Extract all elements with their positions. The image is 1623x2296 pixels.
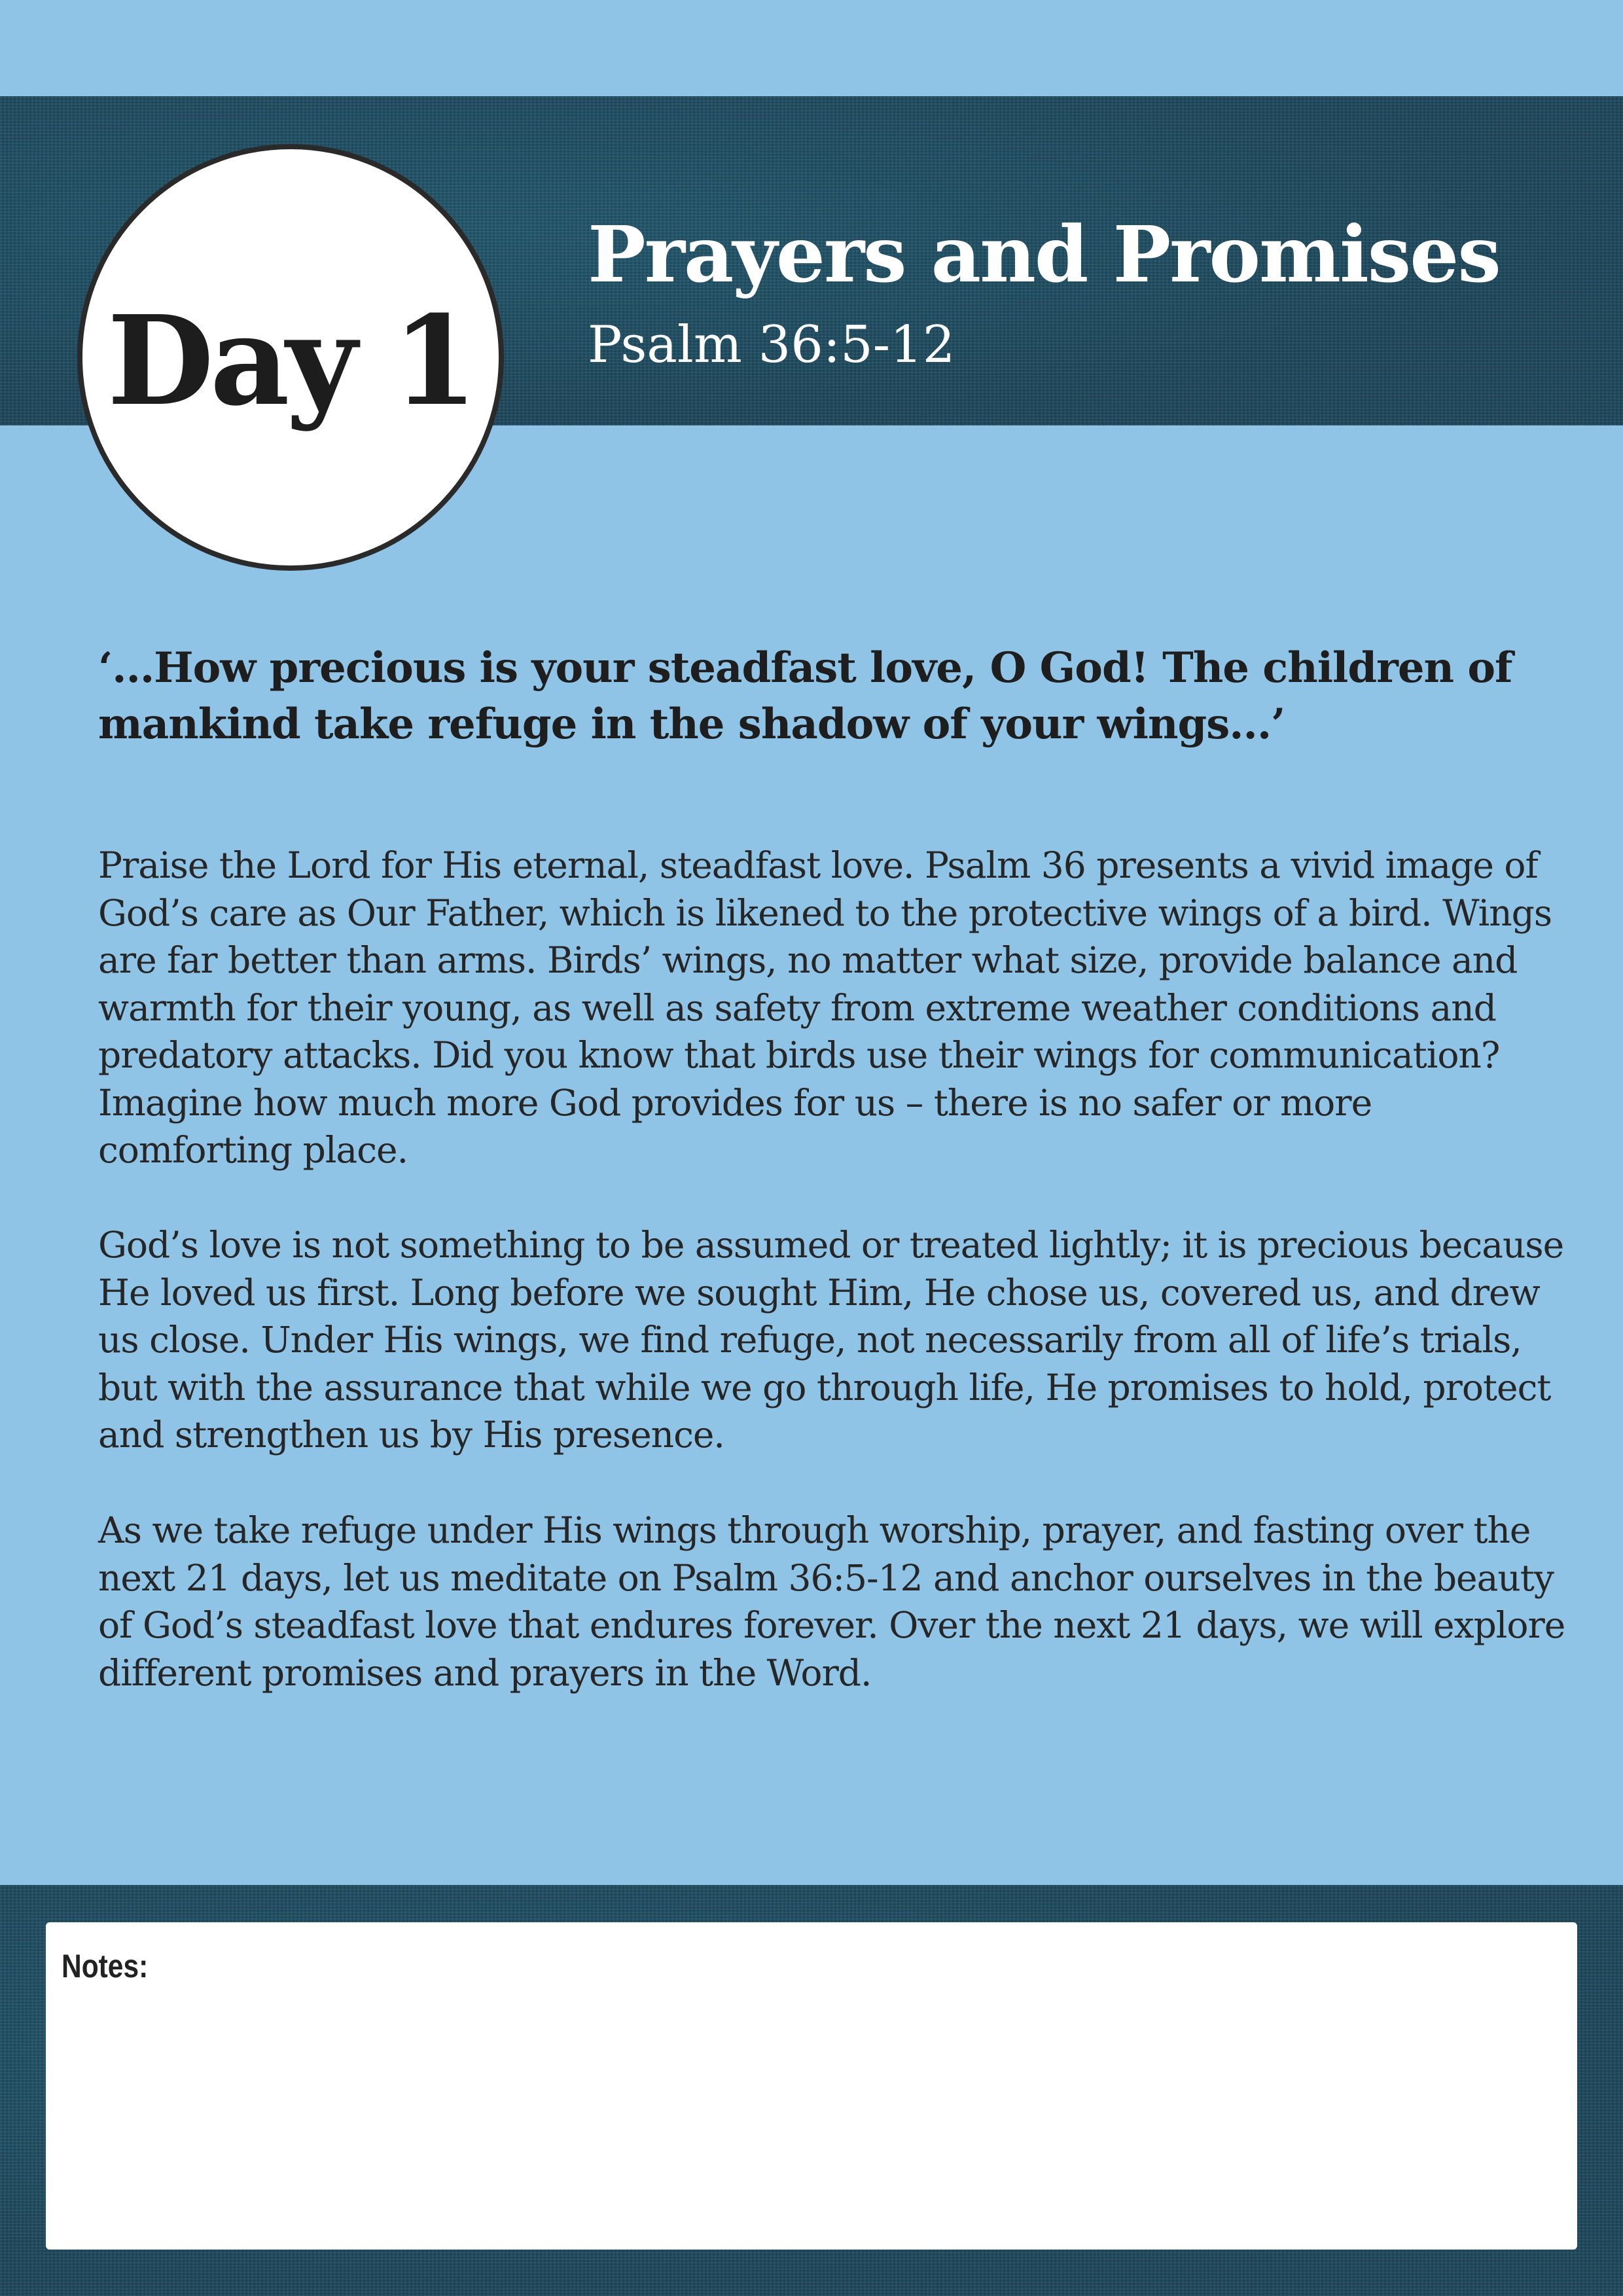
notes-box[interactable] — [46, 1922, 1577, 2250]
day-badge-circle — [77, 144, 504, 571]
day-label: Day 1 — [107, 288, 474, 433]
page-title: Prayers and Promises — [588, 209, 1500, 300]
scripture-reference: Psalm 36:5-12 — [588, 315, 955, 374]
notes-label: Notes: — [62, 1948, 149, 1984]
body-paragraph-1: Praise the Lord for His eternal, steadfast love. Psalm 36 presents a vivid image of God’s care as Our Father, which is likened to the protective wings of a bird. Wings are far better than arms. Birds’ wings, no matter what size, provide balance and warmth for their young, as well as safety from extreme weather conditions and predatory attacks. Did you know that birds use their wings for communication? Imagine how much more God provides for us – there is no safer or more comforting place. — [98, 844, 1552, 1171]
body-paragraph-3: As we take refuge under His wings through worship, prayer, and fasting over the next 21 days, let us meditate on Psalm 36:5-12 and anchor ourselves in the beauty of God’s steadfast love that endures forever. Over the next 21 days, we will explore different promises and prayers in the Word. — [98, 1509, 1565, 1694]
key-verse-quote: ‘...How precious is your steadfast love, O God! The children of mankind take refuge in the shadow of your wings...’ — [98, 643, 1512, 749]
body-paragraph-2: God’s love is not something to be assumed or treated lightly; it is precious because He loved us first. Long before we sought Him, He chose us, covered us, and drew us close. Under His wings, we find refuge, not necessarily from all of life’s trials, but with the assurance that while we go through life, He promises to hold, protect and strengthen us by His presence. — [98, 1224, 1564, 1456]
